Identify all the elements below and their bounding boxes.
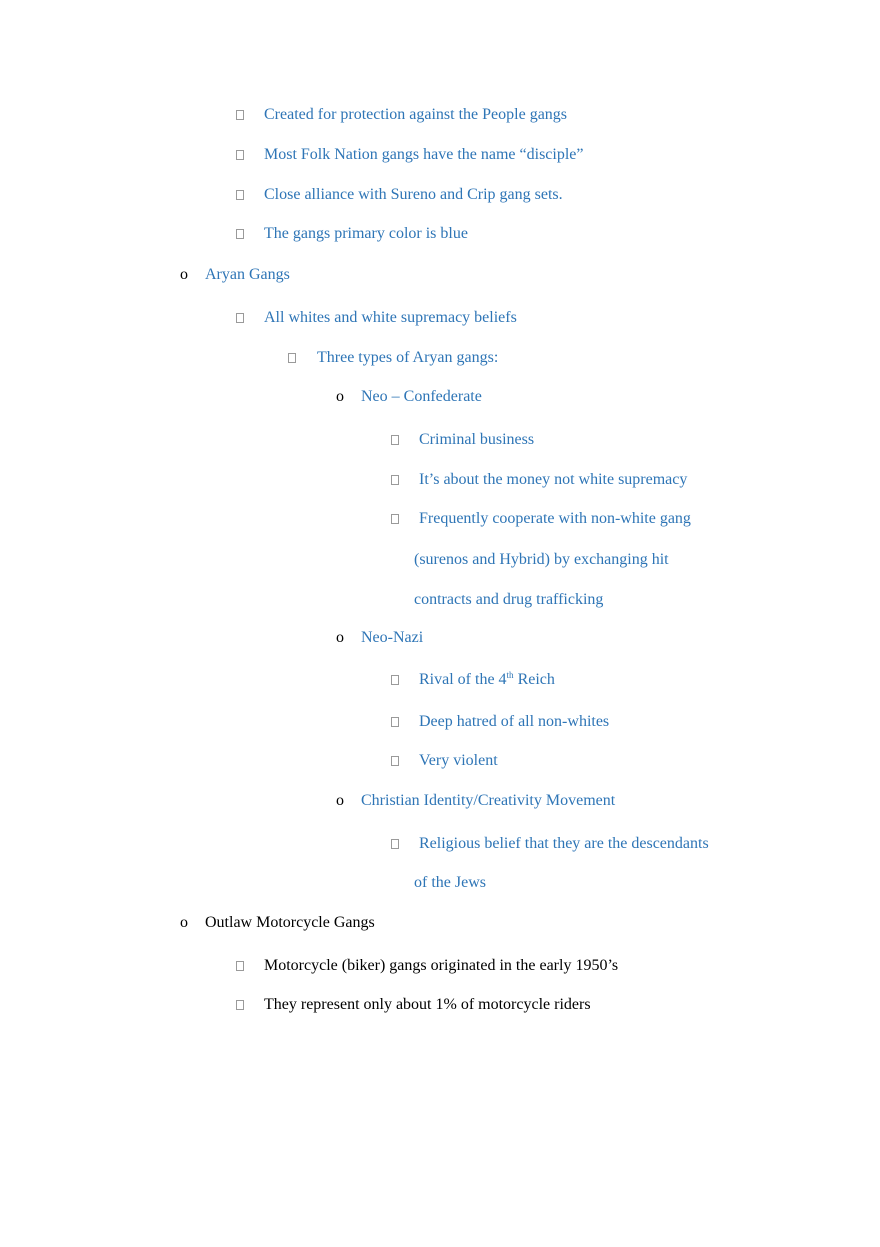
square-bullet-icon [391, 839, 399, 849]
o-bullet-icon: o [180, 914, 188, 931]
rival-prefix: Rival of the 4 [419, 671, 507, 688]
square-bullet-icon [236, 1000, 244, 1010]
square-bullet-icon [391, 475, 399, 485]
square-bullet-icon [236, 313, 244, 323]
list-item: They represent only about 1% of motorcycle riders [264, 996, 591, 1013]
list-item: Close alliance with Sureno and Crip gang sets. [264, 186, 563, 203]
square-bullet-icon [391, 675, 399, 685]
list-item: Frequently cooperate with non-white gang [419, 510, 691, 527]
square-bullet-icon [236, 190, 244, 200]
list-item: All whites and white supremacy beliefs [264, 309, 517, 326]
list-item: Very violent [419, 752, 498, 769]
o-bullet-icon: o [336, 792, 344, 809]
list-item: Deep hatred of all non-whites [419, 713, 610, 730]
ordinal-suffix: th [506, 670, 514, 680]
subsection-heading-neo-nazi: Neo-Nazi [361, 629, 424, 646]
list-item-continuation: of the Jews [414, 874, 486, 891]
list-item [419, 670, 555, 690]
list-item: Most Folk Nation gangs have the name “disciple” [264, 146, 584, 163]
list-item: Created for protection against the People gangs [264, 106, 568, 123]
section-heading-aryan: Aryan Gangs [205, 266, 290, 283]
list-item: Religious belief that they are the descendants [419, 835, 709, 852]
square-bullet-icon [236, 150, 244, 160]
list-item: Motorcycle (biker) gangs originated in the early 1950’s [264, 957, 619, 974]
list-item: The gangs primary color is blue [264, 225, 468, 242]
square-bullet-icon [236, 961, 244, 971]
subsection-heading-christian-identity: Christian Identity/Creativity Movement [361, 792, 616, 809]
o-bullet-icon: o [336, 388, 344, 405]
square-bullet-icon [288, 353, 296, 363]
square-bullet-icon [391, 435, 399, 445]
list-item-continuation: (surenos and Hybrid) by exchanging hit [414, 551, 669, 568]
list-item: It’s about the money not white supremacy [419, 471, 688, 488]
list-item-continuation: contracts and drug trafficking [414, 591, 604, 608]
subsection-heading-neo-confederate: Neo – Confederate [361, 388, 482, 405]
rival-suffix: Reich [513, 671, 555, 688]
square-bullet-icon [391, 514, 399, 524]
o-bullet-icon: o [336, 629, 344, 646]
list-item: Criminal business [419, 431, 535, 448]
list-item: Three types of Aryan gangs: [317, 349, 499, 366]
square-bullet-icon [391, 756, 399, 766]
section-heading-outlaw: Outlaw Motorcycle Gangs [205, 914, 375, 931]
square-bullet-icon [391, 717, 399, 727]
square-bullet-icon [236, 229, 244, 239]
o-bullet-icon: o [180, 266, 188, 283]
square-bullet-icon [236, 110, 244, 120]
